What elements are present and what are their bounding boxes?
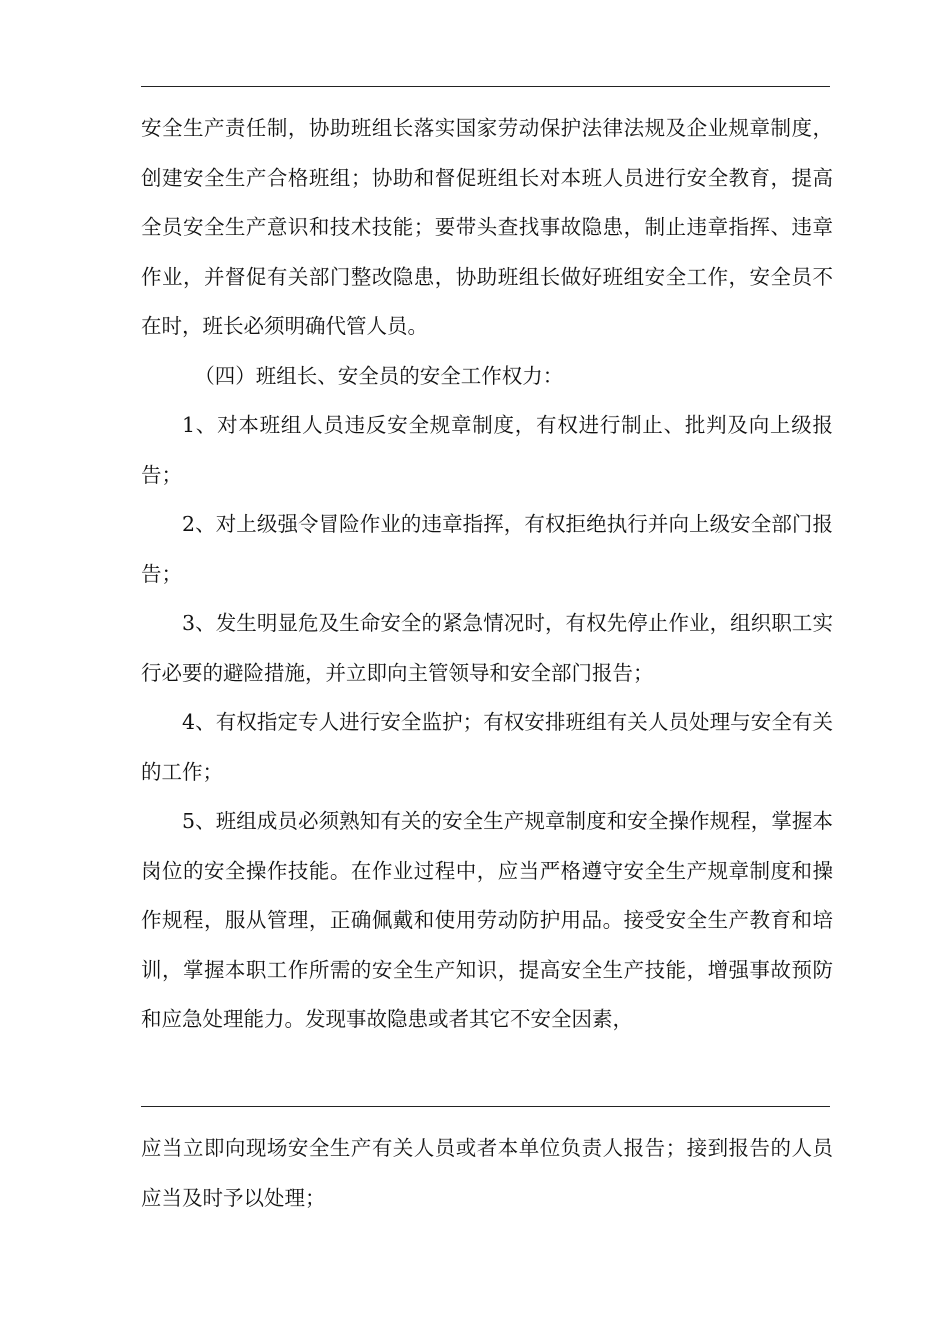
page-break-divider-line [141,1106,830,1107]
list-item-authority-2: 2、对上级强令冒险作业的违章指挥，有权拒绝执行并向上级安全部门报告； [141,512,833,586]
document-continuation [141,1124,833,1223]
list-item-authority-4: 4、有权指定专人进行安全监护；有权安排班组有关人员处理与安全有关的工作； [141,710,833,784]
list-item-authority-1: 1、对本班组人员违反安全规章制度，有权进行制止、批判及向上级报告； [141,413,833,487]
paragraph-continuation: 应当立即向现场安全生产有关人员或者本单位负责人报告；接到报告的人员应当及时予以处理； [141,1136,833,1210]
document-body [141,104,833,1045]
list-item-authority-5: 5、班组成员必须熟知有关的安全生产规章制度和安全操作规程，掌握本岗位的安全操作技能。在作业过程中，应当严格遵守安全生产规章制度和操作规程，服从管理，正确佩戴和使用劳动防护用品。接受安全生产教育和培训，掌握本职工作所需的安全生产知识，提高安全生产技能，增强事故预防和应急处理能力。发现事故隐患或者其它不安全因素， [141,809,833,1031]
top-divider-line [141,86,830,87]
list-item-authority-3: 3、发生明显危及生命安全的紧急情况时，有权先停止作业，组织职工实行必要的避险措施，并立即向主管领导和安全部门报告； [141,611,833,685]
section-heading-authority: （四）班组长、安全员的安全工作权力： [194,363,564,388]
paragraph-safety-officer-duties: 安全生产责任制，协助班组长落实国家劳动保护法律法规及企业规章制度，创建安全生产合格班组；协助和督促班组长对本班人员进行安全教育，提高全员安全生产意识和技术技能；要带头查找事故隐患，制止违章指挥、违章作业，并督促有关部门整改隐患，协助班组长做好班组安全工作，安全员不在时，班长必须明确代管人员。 [141,116,833,338]
